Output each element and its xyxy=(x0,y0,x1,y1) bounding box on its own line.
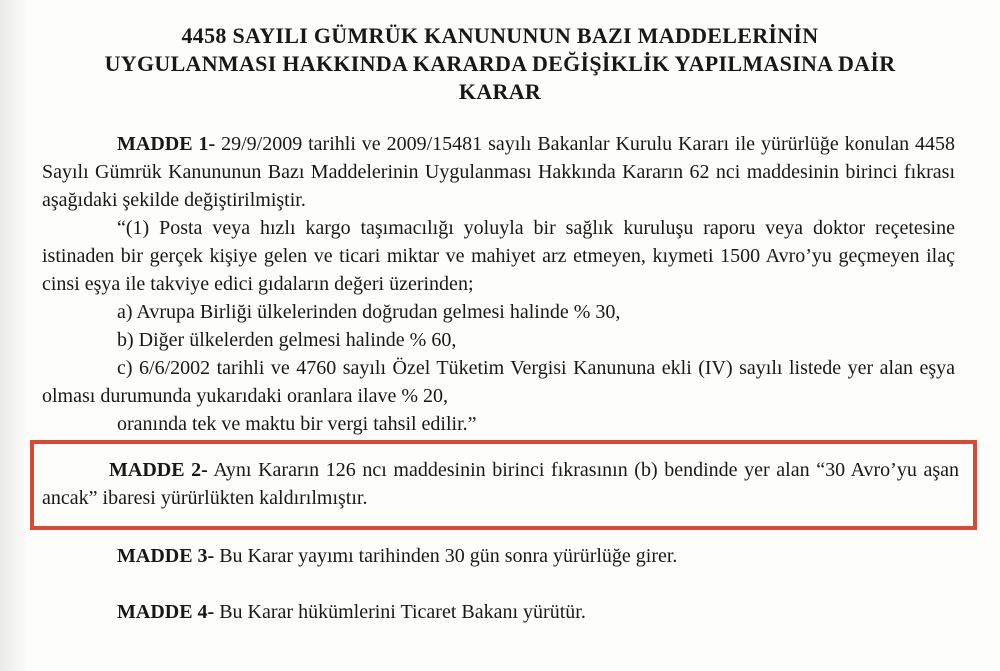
scan-edge-shadow xyxy=(0,0,28,671)
article-madde-1 xyxy=(42,130,955,214)
article-madde-2-text: Aynı Kararın 126 ncı maddesinin birinci fıkrasının (b) bendinde yer alan “30 Avro’yu aşan ancak” ibaresi yürürlükten kaldırılmıştır. xyxy=(42,459,959,509)
title-line-3: KARAR xyxy=(458,79,542,104)
list-item-c xyxy=(42,354,955,410)
list-item-b xyxy=(42,326,955,354)
article-madde-1-label: MADDE 1- xyxy=(117,133,216,155)
list-item-c-text: c) 6/6/2002 tarihli ve 4760 sayılı Özel Tüketim Vergisi Kanununa ekli (IV) sayılı listede yer alan eşya olması durumunda yukarıdaki oranlara ilave % 20, xyxy=(42,357,955,407)
article-madde-4-text: Bu Karar hükümlerini Ticaret Bakanı yürütür. xyxy=(219,601,586,623)
article-madde-1-text: 29/9/2009 tarihli ve 2009/15481 sayılı Bakanlar Kurulu Kararı ile yürürlüğe konulan 4458 Sayılı Gümrük Kanununun Bazı Maddelerinin Uygulanması Hakkında Kararın 62 nci maddesinin birinci fıkrası aşağıdaki şekilde değiştirilmiştir. xyxy=(42,133,955,211)
document-title xyxy=(55,22,945,106)
document-body xyxy=(42,130,959,626)
article-madde-4 xyxy=(42,598,955,626)
clause-1-text: “(1) Posta veya hızlı kargo taşımacılığı yoluyla bir sağlık kuruluşu raporu veya doktor reçetesine istinaden bir gerçek kişiye gelen ve ticari miktar ve mahiyet arz etmeyen, kıymeti 1500 Avro’yu geçmeyen ilaç cinsi eşya ile takviye edici gıdaların değeri üzerinden; xyxy=(42,217,955,295)
list-item-a xyxy=(42,298,955,326)
article-madde-3-label: MADDE 3- xyxy=(117,545,215,567)
list-item-a-text: a) Avrupa Birliği ülkelerinden doğrudan gelmesi halinde % 30, xyxy=(117,301,621,323)
article-madde-4-label: MADDE 4- xyxy=(117,601,215,623)
title-line-1: 4458 SAYILI GÜMRÜK KANUNUNUN BAZI MADDELERİNİN xyxy=(181,23,819,48)
title-line-2: UYGULANMASI HAKKINDA KARARDA DEĞİŞİKLİK YAPILMASINA DAİR xyxy=(104,51,896,76)
article-madde-3-text: Bu Karar yayımı tarihinden 30 gün sonra yürürlüğe girer. xyxy=(219,545,678,567)
clause-1-paragraph xyxy=(42,214,955,298)
closing-line xyxy=(42,410,955,438)
article-madde-2 xyxy=(42,456,959,512)
list-item-b-text: b) Diğer ülkelerden gelmesi halinde % 60, xyxy=(117,329,457,351)
highlight-box xyxy=(30,440,977,530)
article-madde-2-label: MADDE 2- xyxy=(109,459,208,481)
article-madde-3 xyxy=(42,542,955,570)
closing-line-text: oranında tek ve maktu bir vergi tahsil edilir.” xyxy=(117,413,477,435)
